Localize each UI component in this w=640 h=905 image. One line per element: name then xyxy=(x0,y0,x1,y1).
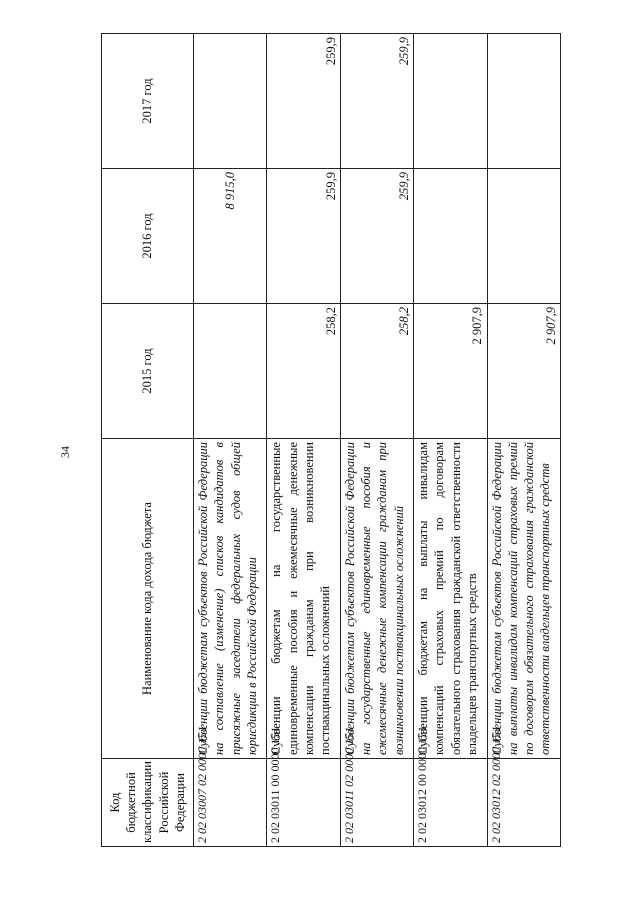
table-row xyxy=(267,34,340,847)
table-header-row xyxy=(102,34,194,847)
row-name: Субвенции бюджетам субъектов Российской Федерации на выплаты инвалидам компенсаций страховых премий по договорам обязательного страхования гражданской ответственности владельцев транспортных средств xyxy=(487,439,560,759)
row-value-2016: 259,9 xyxy=(340,169,413,304)
row-code: 2 02 03012 00 0000 151 xyxy=(414,759,487,847)
row-value-2017 xyxy=(487,34,560,169)
page-number: 34 xyxy=(58,446,72,458)
rotated-table-container xyxy=(101,34,561,847)
header-2016: 2016 год xyxy=(102,169,194,304)
header-code: Код бюджетной классификации Российской Федерации xyxy=(102,759,194,847)
budget-revenue-table xyxy=(101,33,561,847)
row-value-2016 xyxy=(487,169,560,304)
header-2017: 2017 год xyxy=(102,34,194,169)
row-value-2017: 259,9 xyxy=(267,34,340,169)
row-value-2015: 258,2 xyxy=(267,304,340,439)
row-name: Субвенции бюджетам субъектов Российской Федерации на составление (изменение) списков кандидатов в присяжные заседатели федеральных судов общей юрисдикции в Российской Федерации xyxy=(194,439,267,759)
header-2015: 2015 год xyxy=(102,304,194,439)
row-value-2017 xyxy=(414,34,487,169)
row-code: 2 02 03011 00 0000 151 xyxy=(267,759,340,847)
row-value-2015: 2 907,9 xyxy=(487,304,560,439)
table-row xyxy=(414,34,487,847)
row-name: Субвенции бюджетам на выплаты инвалидам компенсаций страховых премий по договорам обязательного страхования гражданской ответственности владельцев транспортных средств xyxy=(414,439,487,759)
row-name: Субвенции бюджетам на государственные единовременные пособия и ежемесячные денежные компенсации гражданам при возникновении поствакцинальных осложнений xyxy=(267,439,340,759)
row-value-2016 xyxy=(414,169,487,304)
row-name: Субвенции бюджетам субъектов Российской Федерации на государственные единовременные пособия и ежемесячные денежные компенсации гражданам при возникновении поствакцинальных осложнений xyxy=(340,439,413,759)
row-value-2015: 2 907,9 xyxy=(414,304,487,439)
row-value-2016: 259,9 xyxy=(267,169,340,304)
row-code: 2 02 03012 02 0000 151 xyxy=(487,759,560,847)
row-value-2015: 258,2 xyxy=(340,304,413,439)
row-value-2017: 259,9 xyxy=(340,34,413,169)
row-code: 2 02 03007 02 0000 151 xyxy=(194,759,267,847)
table-row xyxy=(487,34,560,847)
table-row xyxy=(340,34,413,847)
row-code: 2 02 03011 02 0000 151 xyxy=(340,759,413,847)
row-value-2015 xyxy=(194,304,267,439)
row-value-2017 xyxy=(194,34,267,169)
header-name: Наименование кода дохода бюджета xyxy=(102,439,194,759)
table-row xyxy=(194,34,267,847)
row-value-2016: 8 915,0 xyxy=(194,169,267,304)
